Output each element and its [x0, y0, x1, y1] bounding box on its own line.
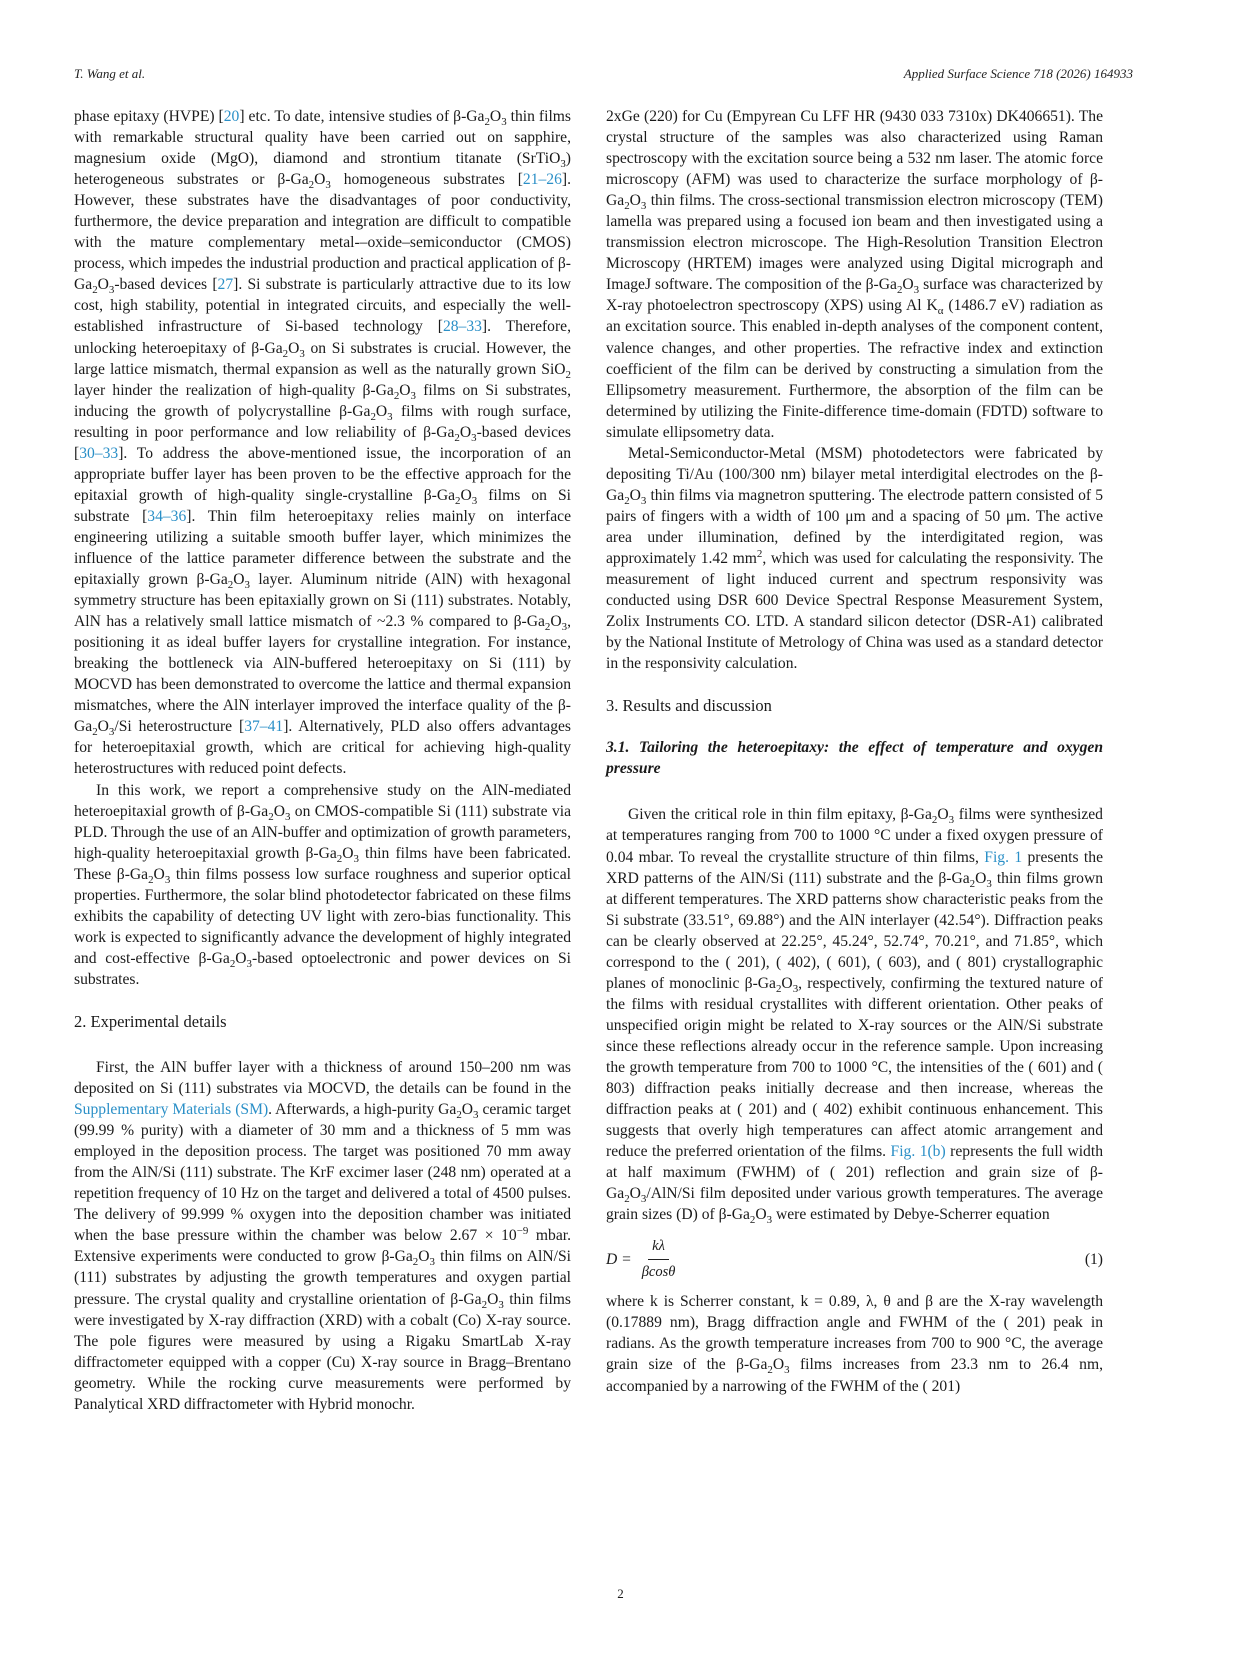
debye-scherrer-equation — [606, 1233, 1103, 1285]
equation-denominator: βcosθ — [641, 1263, 676, 1280]
paragraph-scherrer: where k is Scherrer constant, k = 0.89, λ, θ and β are the X-ray wavelength (0.17889 nm), Bragg diffraction angle and FWHM of the ( 201) peak in radians. As the growth temperature increases from 700 to 900 °C, the average grain size of the $\beta-Ga_2O_3$ films increases from 23.3 nm to 26.4 nm, accompanied by a narrowing of the FWHM of the ( 201) — [606, 1293, 1103, 1395]
citation-link[interactable]: 30–33 — [79, 444, 119, 462]
citation-link[interactable]: 21–26 — [522, 171, 562, 189]
section-heading-results: 3. Results and discussion — [606, 696, 772, 716]
running-head-authors: T. Wang et al. — [74, 66, 146, 81]
paragraph-experimental: First, the AlN buffer layer with a thickness of around 150–200 nm was deposited on Si (111) substrates via MOCVD, the details can be found in the Supplementary Materials (SM). Afterwards, a high-purity $Ga_2O_3$ ceramic target (99.99 % purity) with a diameter of 30 mm and a thickness of 5 mm was employed in the deposition process. The target was positioned 70 mm away from the AlN/Si (111) substrate. The KrF excimer laser (248 nm) operated at a repetition frequency of 10 Hz on the target and delivered a total of 4500 pulses. The delivery of 99.999 % oxygen into the deposition chamber was initiated when the base pressure within the chamber was below $2.67 \times 10^{-9}$ mbar. Extensive experiments were conducted to grow $\beta-Ga_2O_3$ thin films on AlN/Si (111) substrates by adjusting the growth temperatures and oxygen partial pressure. The crystal quality and crystalline orientation of $\beta-Ga_2O_3$ thin films were investigated by X-ray diffraction (XRD) with a cobalt (Co) X-ray source. The pole figures were measured by using a Rigaku SmartLab X-ray diffractometer equipped with a copper (Cu) X-ray source in Bragg–Brentano geometry. While the rocking curve measurements were performed by Panalytical XRD diffractometer with Hybrid monochr. — [74, 1059, 571, 1413]
equation-numerator: kλ — [648, 1236, 669, 1260]
paragraph-photodetector: Metal-Semiconductor-Metal (MSM) photodetectors were fabricated by depositing Ti/Au (100/300 nm) bilayer metal interdigital electrodes on the $\beta-Ga_2O_3$ thin films via magnetron sputtering. The electrode pattern consisted of 5 pairs of fingers with a width of 100 μm and a spacing of 50 μm. The active area under illumination, defined by the interdigitated region, was approximately 1.42 $mm^2$, which was used for calculating the responsivity. The measurement of light induced current and spectrum responsivity was conducted using DSR 600 Device Spectral Response Measurement System, Zolix Instruments CO. LTD. A standard silicon detector (DSR-A1) calibrated by the National Institute of Metrology of China was used as a standard detector in the responsivity calculation. — [606, 444, 1103, 673]
citation-link[interactable]: 28–33 — [442, 318, 482, 336]
figure-1b-link[interactable]: Fig. 1(b) — [890, 1143, 946, 1161]
citation-link[interactable]: 37–41 — [244, 718, 284, 736]
running-head-journal: Applied Surface Science 718 (2026) 164933 — [903, 66, 1133, 81]
citation-link[interactable]: 27 — [217, 276, 234, 294]
figure-1-link[interactable]: Fig. 1 — [984, 848, 1023, 866]
left-column — [74, 106, 571, 1415]
supplementary-materials-link[interactable]: Supplementary Materials (SM) — [74, 1101, 269, 1119]
paragraph-results: Given the critical role in thin film epitaxy, $\beta-Ga_2O_3$ films were synthesized at temperatures ranging from 700 to 1000 °C under a fixed oxygen pressure of 0.04 mbar. To reveal the crystallite structure of thin films, Fig. 1 presents the XRD patterns of the AlN/Si (111) substrate and the $\beta-Ga_2O_3$ thin films grown at different temperatures. The XRD patterns show characteristic peaks from the Si substrate (33.51°, 69.88°) and the AlN interlayer (42.54°). Diffraction peaks can be clearly observed at 22.25°, 45.24°, 52.74°, 70.21°, and 71.85°, which correspond to the ( 201), ( 402), ( 601), ( 603), and ( 801) crystallographic planes of monoclinic $\beta-Ga_2O_3$, respectively, confirming the textured nature of the films with residual crystallites with different orientation. Other peaks of unspecified origin might be related to X-ray sources or the AlN/Si substrate since these reflections already occur in the reference sample. Upon increasing the growth temperature from 700 to 1000 °C, the intensities of the ( 601) and ( 803) diffraction peaks initially decrease and then increase, whereas the diffraction peaks at ( 201) and ( 402) exhibit continuous enhancement. This suggests that overly high temperatures can affect atomic arrangement and reduce the preferred orientation of the films. Fig. 1(b) represents the full width at half maximum (FWHM) of ( 201) reflection and grain size of $\beta-Ga_2O_3/AlN/Si$ film deposited under various growth temperatures. The average grain sizes (D) of $\beta-Ga_2O_3$ were estimated by Debye-Scherrer equation — [606, 806, 1104, 1227]
paragraph-characterization: 2xGe (220) for Cu (Empyrean Cu LFF HR (9430 033 7310x) DK406651). The crystal structure of the samples was also characterized using Raman spectroscopy with the excitation source being a 532 nm laser. The atomic force microscopy (AFM) was used to characterize the surface morphology of $\beta-Ga_2O_3$ thin films. The cross-sectional transmission electron microscopy (TEM) lamella was prepared using a focused ion beam and then investigated using a transmission electron microscope. The High-Resolution Transition Electron Microscopy (HRTEM) images were analyzed using Digital micrograph and ImageJ software. The composition of the $\beta-Ga_2O_3$ surface was characterized by X-ray photoelectron spectroscopy (XPS) using Al $K_\alpha$ (1486.7 eV) radiation as an excitation source. This enabled in-depth analyses of the component content, valence changes, and other properties. The refractive index and extinction coefficient of the film can be derived by constructing a simulation from the Ellipsometry measurement. Furthermore, the absorption of the film can be determined by utilizing the Finite-difference time-domain (FDTD) software to simulate ellipsometry data. — [606, 108, 1103, 441]
equation-lhs: D = — [606, 1250, 632, 1268]
citation-link[interactable]: 34–36 — [147, 507, 187, 525]
section-heading-experimental: 2. Experimental details — [74, 1011, 227, 1031]
right-column — [606, 106, 1103, 1397]
paragraph-this-work: In this work, we report a comprehensive study on the AlN-mediated heteroepitaxial growth of $\beta-Ga_2O_3$ on CMOS-compatible Si (111) substrate via PLD. Through the use of an AlN-buffer and optimization of growth parameters, high-quality heteroepitaxial growth $\beta-Ga_2O_3$ thin films have been fabricated. These $\beta-Ga_2O_3$ thin films possess low surface roughness and superior optical properties. Furthermore, the solar blind photodetector fabricated on these films exhibits the capability of detecting UV light with zero-bias functionality. This work is expected to significantly advance the development of highly integrated and cost-effective $\beta-Ga_2O_3$-based optoelectronic and power devices on Si substrates. — [74, 781, 572, 988]
paragraph-intro-continued: phase epitaxy (HVPE) [20] etc. To date, intensive studies of $\beta-Ga_2O_3$ thin films with remarkable structural quality have been carried out on sapphire, magnesium oxide (MgO), diamond and strontium titanate (SrTiO$_3$) heterogeneous substrates or $\beta-Ga_2O_3$ homogeneous substrates [21–26]. However, these substrates have the disadvantages of poor conductivity, furthermore, the device preparation and integration are difficult to compatible with the mature complementary metal-–oxide–semiconductor (CMOS) process, which impedes the industrial production and practical application of $\beta-Ga_2O_3$-based devices [27]. Si substrate is particularly attractive due to its low cost, high stability, potential in integrated circuits, and especially the well-established infrastructure of Si-based technology [28–33]. Therefore, unlocking heteroepitaxy of $\beta-Ga_2O_3$ on Si substrates is crucial. However, the large lattice mismatch, thermal expansion as well as the naturally grown SiO$_2$ layer hinder the realization of high-quality $\beta-Ga_2O_3$ films on Si substrates, inducing the growth of polycrystalline $\beta-Ga_2O_3$ films with rough surface, resulting in poor performance and low reliability of $\beta-Ga_2O_3$-based devices [30–33]. To address the above-mentioned issue, the incorporation of an appropriate buffer layer has been proven to be the effective approach for the epitaxial growth of high-quality single-crystalline $\beta-Ga_2O_3$ films on Si substrate [34–36]. Thin film heteroepitaxy relies mainly on interface engineering utilizing a suitable smooth buffer layer, which minimizes the influence of the lattice parameter difference between the substrate and the epitaxially grown $\beta-Ga_2O_3$ layer. Aluminum nitride (AlN) with hexagonal symmetry structure has been epitaxially grown on Si (111) substrates. Notably, AlN has a relatively small lattice mismatch of ~2.3 % compared to $\beta-Ga_2O_3$, positioning it as ideal buffer layers for crystalline integration. For instance, breaking the bottleneck via AlN-buffered heteroepitaxy on Si (111) by MOCVD has been demonstrated to overcome the lattice and thermal expansion mismatches, where the AlN interlayer improved the interface quality of the $\beta-Ga_2O_3/Si$ heterostructure [37–41]. Alternatively, PLD also offers advantages for heteroepitaxial growth, which are critical for achieving high-quality heterostructures with reduced point defects. — [74, 108, 572, 778]
citation-link[interactable]: 20 — [223, 108, 240, 125]
equation-number: (1) — [1084, 1250, 1103, 1268]
subsection-heading-heteroepitaxy: 3.1. Tailoring the heteroepitaxy: the effect of temperature and oxygen pressure — [606, 739, 1103, 778]
page-number: 2 — [617, 1586, 624, 1601]
